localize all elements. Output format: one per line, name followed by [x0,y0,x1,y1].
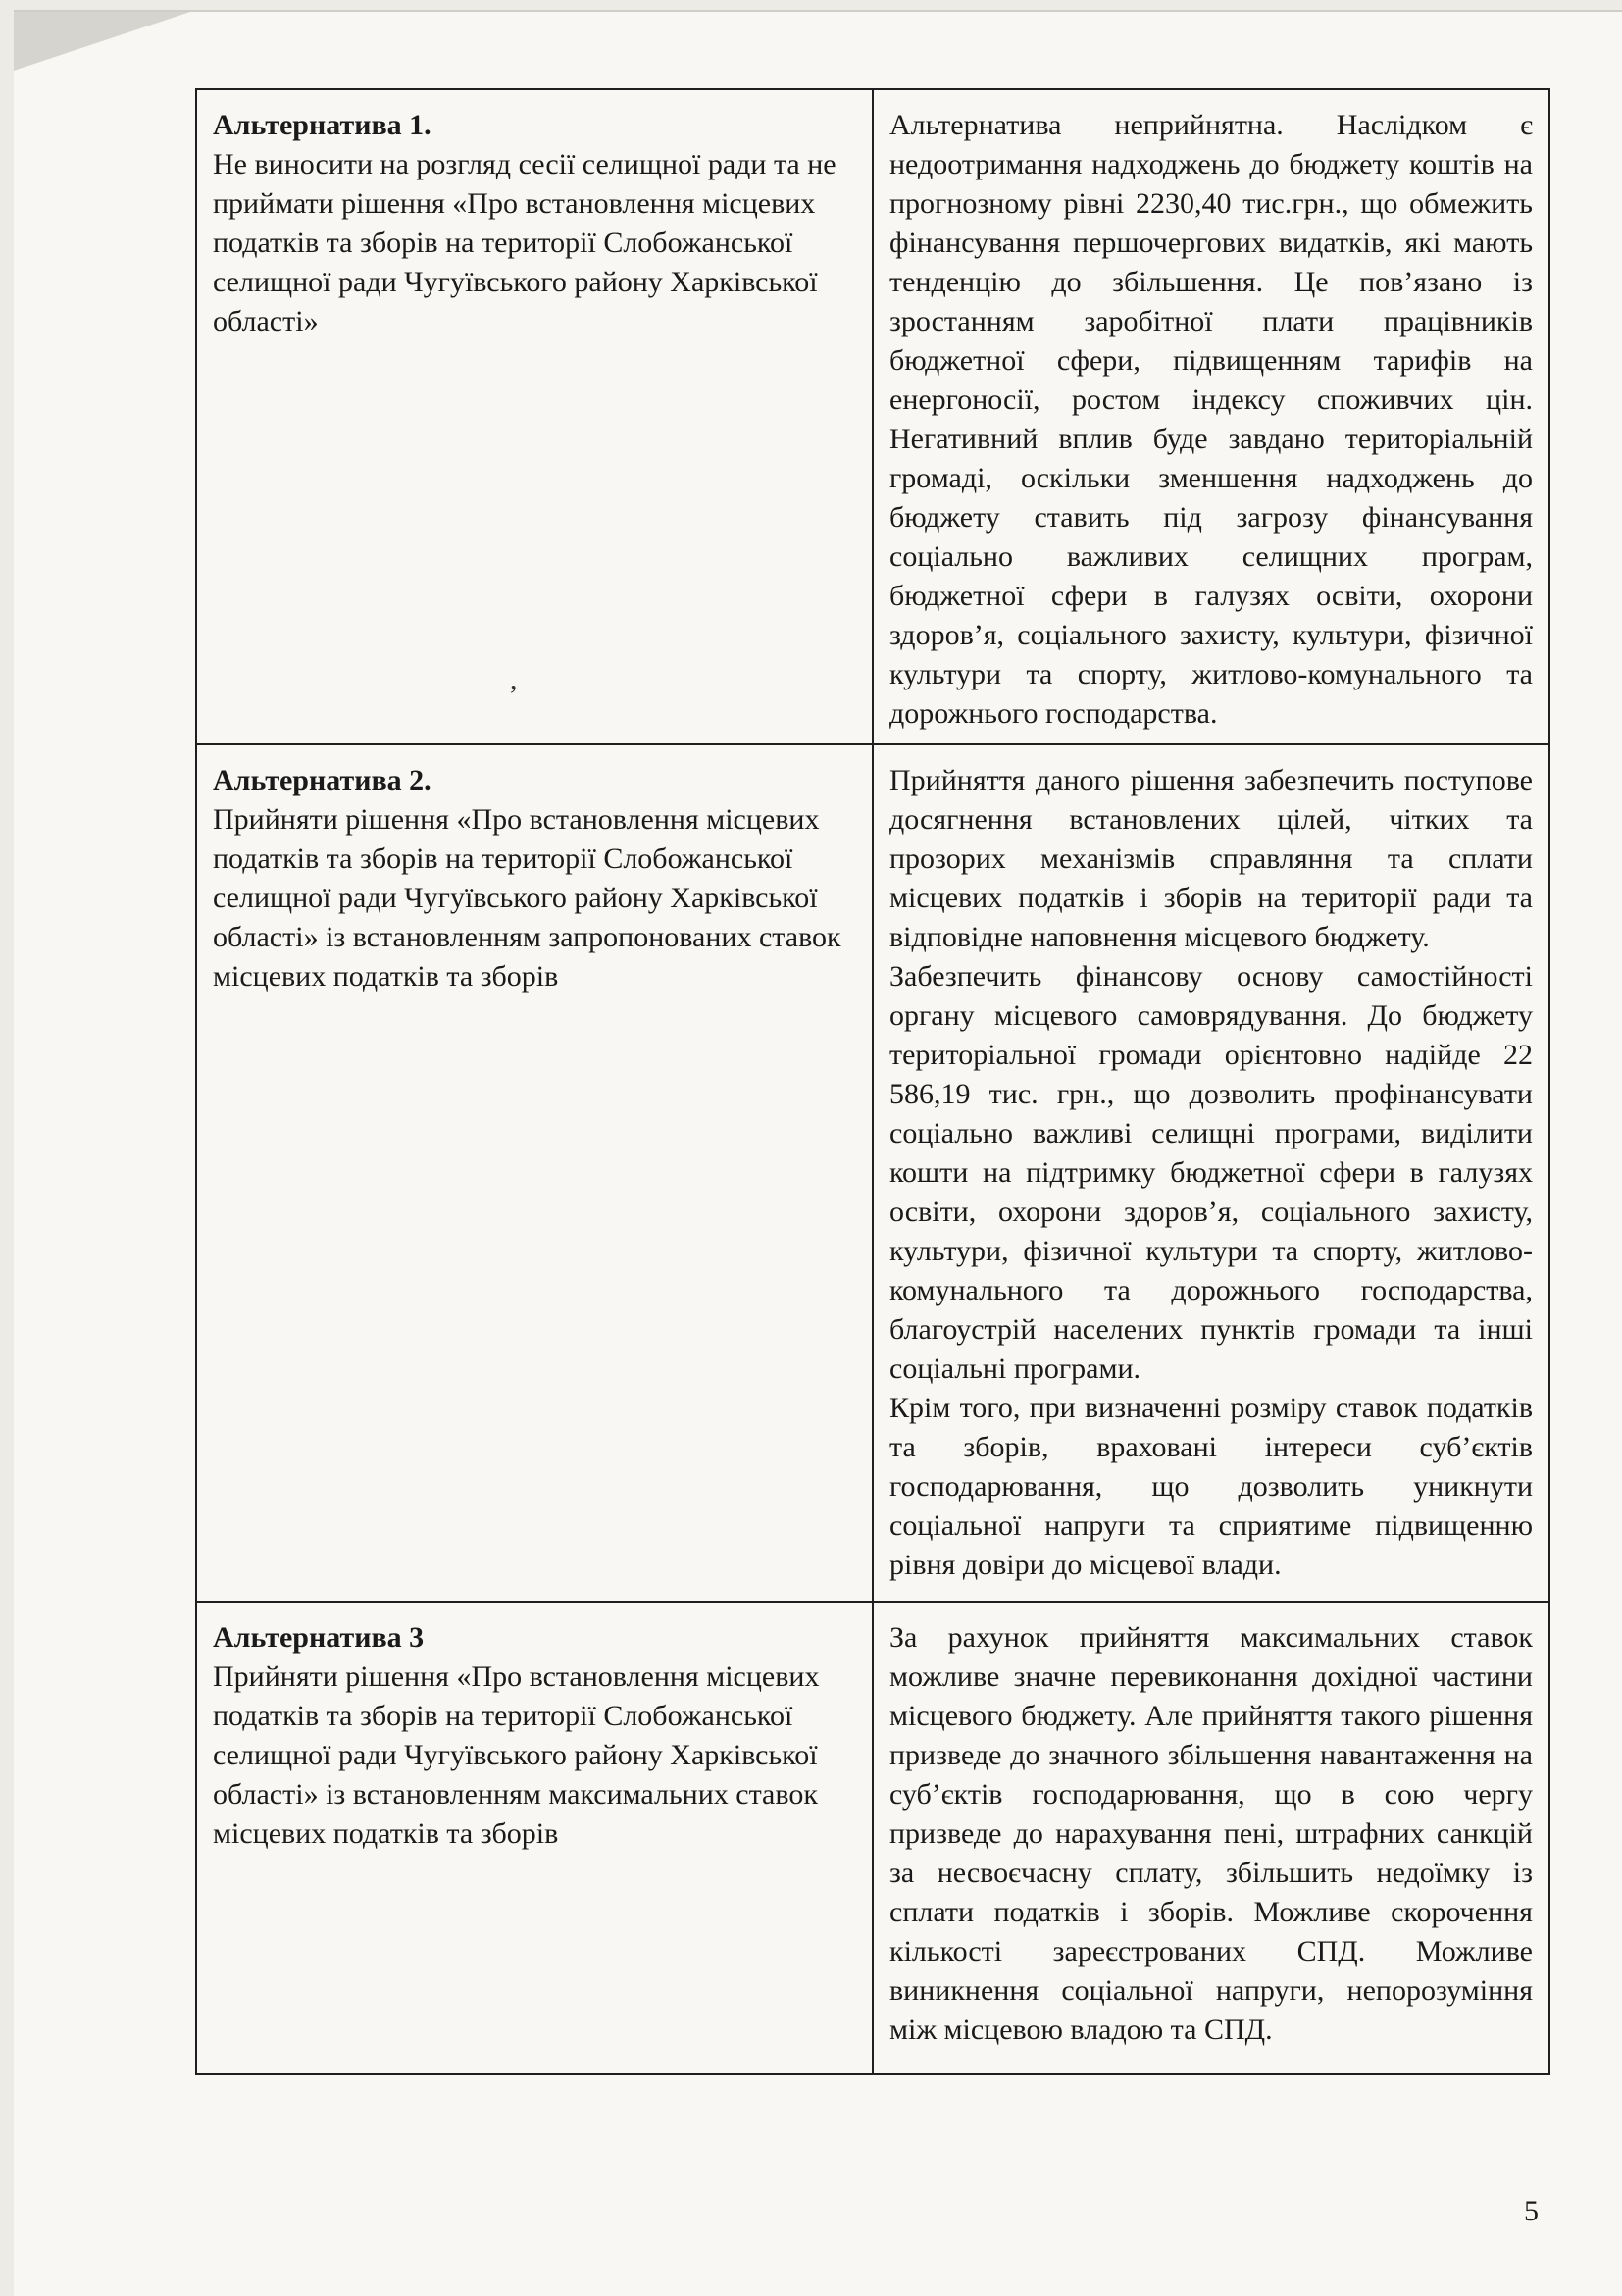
alternative-cell [196,744,873,1602]
table-row [196,1602,1549,2074]
page-number: 5 [1524,2195,1539,2227]
alternatives-table [195,88,1550,2075]
alternative-title: Альтернатива 2. [213,764,431,796]
alternative-description: Прийняти рішення «Про встановлення місцевих податків та зборів на території Слобожанської селищної ради Чугуївського району Харківської області» із встановленням запропонованих ставок місцевих податків та зборів [213,803,841,993]
document-page [14,10,1622,2296]
alternative-description: Прийняти рішення «Про встановлення місцевих податків та зборів на території Слобожанської селищної ради Чугуївського району Харківської області» із встановленням максимальних ставок місцевих податків та зборів [213,1660,820,1850]
assessment-cell [873,744,1549,1602]
folded-corner [14,12,190,71]
assessment-paragraph: За рахунок прийняття максимальних ставок можливе значне перевиконання дохідної частини місцевого бюджету. Але прийняття такого рішення призведе до значного збільшення навантаження на суб’єктів господарювання, що в сою чергу призведе до нарахування пені, штрафних санкцій за несвоєчасну сплату, збільшить недоїмку із сплати податків і зборів. Можливе скорочення кількості зареєстрованих СПД. Можливе виникнення соціальної напруги, непорозуміння між місцевою владою та СПД. [889,1621,1533,2046]
alternative-title: Альтернатива 3 [213,1621,425,1654]
assessment-paragraph: Забезпечить фінансову основу самостійності органу місцевого самоврядування. До бюджету територіальної громади орієнтовно надійде 22 586,19 тис. грн., що дозволить профінансувати соціально важливі селищні програми, виділити кошти на підтримку бюджетної сфери в галузях освіти, охорони здоров’я, соціального захисту, культури, фізичної культури та спорту, житлово-комунального та дорожнього господарства, благоустрій населених пунктів громади та інші соціальні програми. [889,960,1533,1385]
assessment-cell [873,1602,1549,2074]
alternative-cell [196,89,873,744]
table-row [196,744,1549,1602]
stray-mark: , [510,663,518,695]
table-row [196,89,1549,744]
assessment-paragraph: Альтернатива неприйнятна. Наслідком є недоотримання надходжень до бюджету коштів на прогнозному рівні 2230,40 тис.грн., що обмежить фінансування першочергових видатків, які мають тенденцію до збільшення. Це пов’язано із зростанням заробітної плати працівників бюджетної сфери, підвищенням тарифів на енергоносії, ростом індексу споживчих цін. Негативний вплив буде завдано територіальній громаді, оскільки зменшення надходжень до бюджету ставить під загрозу фінансування соціально важливих селищних програм, бюджетної сфери в галузях освіти, охорони здоров’я, соціального захисту, культури, фізичної культури та спорту, житлово-комунального та дорожнього господарства. [889,109,1533,730]
alternative-title: Альтернатива 1. [213,109,431,141]
assessment-cell [873,89,1549,744]
alternative-description: Не виносити на розгляд сесії селищної ради та не приймати рішення «Про встановлення місцевих податків та зборів на території Слобожанської селищної ради Чугуївського району Харківської області» [213,148,836,337]
assessment-paragraph: Прийняття даного рішення забезпечить поступове досягнення встановлених цілей, чітких та прозорих механізмів справляння та сплати місцевих податків і зборів на території ради та відповідне наповнення місцевого бюджету. [889,764,1533,953]
assessment-paragraph: Крім того, при визначенні розміру ставок податків та зборів, враховані інтереси суб’єктів господарювання, що дозволить уникнути соціальної напруги та сприятиме підвищенню рівня довіри до місцевої влади. [889,1392,1533,1581]
alternative-cell [196,1602,873,2074]
